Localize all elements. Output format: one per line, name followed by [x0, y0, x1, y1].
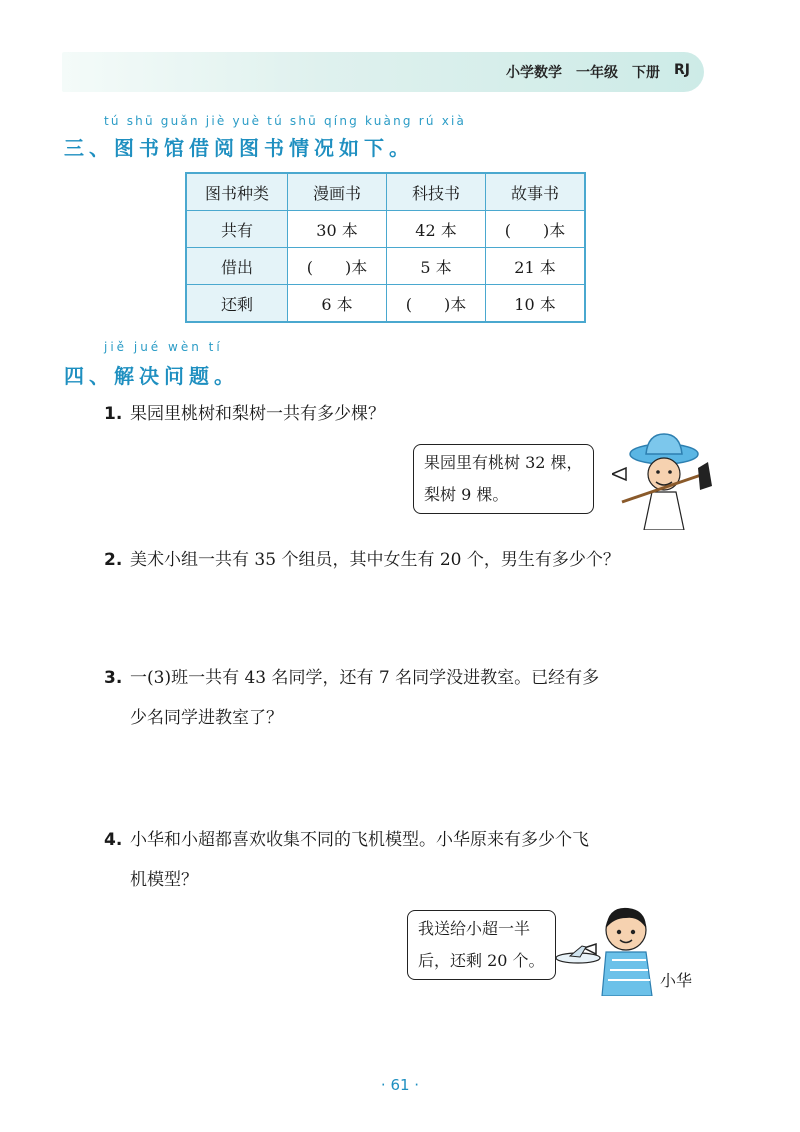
header-term: 下册	[632, 65, 660, 81]
speech-bubble-orchard	[413, 444, 594, 514]
table-cell: 42 本	[387, 211, 486, 248]
problem-3	[104, 658, 599, 738]
problem-text: 果园里桃树和梨树一共有多少棵？	[130, 404, 385, 424]
problem-number: 4.	[104, 830, 123, 850]
page-number: · 61 ·	[380, 1076, 420, 1094]
problem-number: 1.	[104, 404, 123, 424]
table-header-cell: 图书种类	[186, 173, 288, 211]
problem-text: 一(3)班一共有 43 名同学，还有 7 名同学没进教室。已经有多	[130, 668, 600, 688]
header-text	[506, 62, 690, 82]
problem-text-cont: 少名同学进教室了？	[130, 708, 283, 728]
table-cell-blank[interactable]: ( )本	[486, 211, 586, 248]
table-cell-blank[interactable]: ( )本	[288, 248, 387, 285]
table-row	[186, 285, 585, 323]
farmer-illustration	[612, 430, 716, 530]
problem-number: 2.	[104, 550, 123, 570]
speech-bubble-xiaohua	[407, 910, 556, 980]
header-edition: RJ	[674, 62, 690, 78]
section4-pinyin: jiě jué wèn tí	[104, 340, 223, 354]
books-table	[185, 172, 586, 323]
table-cell: 21 本	[486, 248, 586, 285]
table-header-row	[186, 173, 585, 211]
problem-4	[104, 820, 589, 900]
table-cell: 5 本	[387, 248, 486, 285]
bubble-line: 我送给小超一半	[418, 919, 531, 938]
table-cell: 30 本	[288, 211, 387, 248]
bubble-line: 梨树 9 棵。	[424, 485, 509, 504]
problem-text: 小华和小超都喜欢收集不同的飞机模型。小华原来有多少个飞	[130, 830, 589, 850]
problem-text: 美术小组一共有 35 个组员，其中女生有 20 个，男生有多少个？	[130, 550, 620, 570]
bubble-line: 果园里有桃树 32 棵，	[424, 453, 583, 472]
section4-title: 四、解决问题。	[64, 364, 239, 388]
table-header-cell: 故事书	[486, 173, 586, 211]
bubble-line: 后，还剩 20 个。	[418, 951, 545, 970]
problem-text-cont: 机模型？	[130, 870, 198, 890]
table-cell-blank[interactable]: ( )本	[387, 285, 486, 323]
table-row	[186, 248, 585, 285]
character-name-label: 小华	[660, 971, 693, 990]
table-row-label: 共有	[186, 211, 288, 248]
header-band	[62, 52, 704, 92]
table-header-cell: 科技书	[387, 173, 486, 211]
table-row-label: 借出	[186, 248, 288, 285]
problem-2	[104, 540, 620, 580]
table-cell: 6 本	[288, 285, 387, 323]
problem-1	[104, 394, 385, 434]
table-cell: 10 本	[486, 285, 586, 323]
table-header-cell: 漫画书	[288, 173, 387, 211]
table-row	[186, 211, 585, 248]
section3-pinyin: tú shū guǎn jiè yuè tú shū qíng kuàng rú xià	[104, 114, 467, 128]
section3-title: 三、图书馆借阅图书情况如下。	[64, 136, 414, 160]
header-subject: 小学数学	[506, 65, 562, 81]
table-row-label: 还剩	[186, 285, 288, 323]
problem-number: 3.	[104, 668, 123, 688]
boy-with-airplane-illustration	[556, 900, 660, 996]
header-grade: 一年级	[576, 65, 618, 81]
